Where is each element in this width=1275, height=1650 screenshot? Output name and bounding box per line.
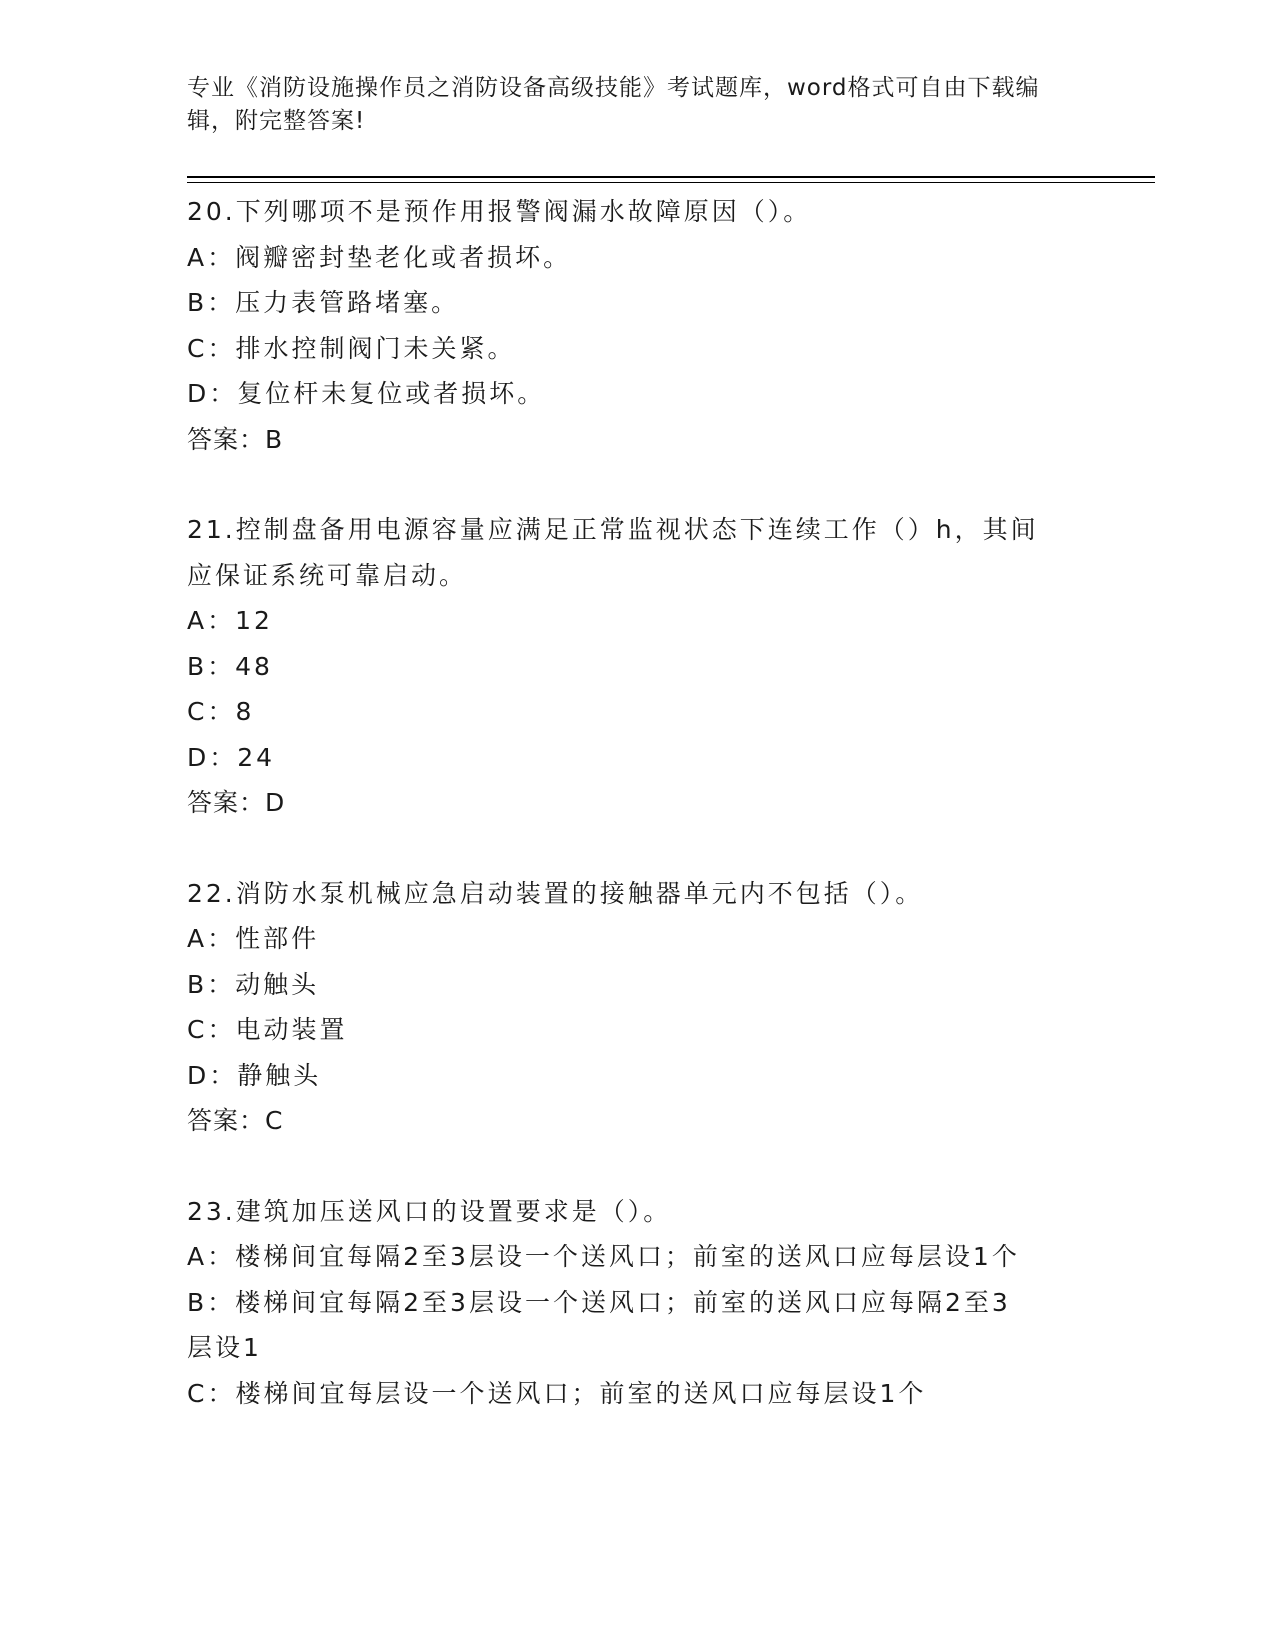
question-22 [187,871,1087,1144]
option-d: D：静触头 [187,1060,322,1090]
option-d: D：复位杆未复位或者损坏。 [187,379,546,408]
option-b: B：48 [187,651,273,681]
option-c: C：8 [187,697,255,726]
header-line-2: 辑，附完整答案! [187,108,366,134]
option-a: A：12 [187,606,273,635]
option-d: D：24 [187,742,276,772]
header-line-1: 专业《消防设施操作员之消防设备高级技能》考试题库，word格式可自由下载编 [187,75,1040,101]
document-header [187,72,1087,138]
option-c: C：排水控制阀门未关紧。 [187,333,516,363]
answer: 答案：D [187,788,286,817]
question-gap [187,1144,1087,1189]
question-stem-line-1: 21.控制盘备用电源容量应满足正常监视状态下连续工作（）h，其间 [187,515,1039,544]
option-a: A：性部件 [187,924,320,953]
answer: 答案：B [187,424,284,454]
option-b-continued: 层设1 [187,1333,262,1362]
question-stem: 22.消防水泵机械应急启动装置的接触器单元内不包括（）。 [187,878,924,908]
question-list [187,189,1087,1416]
question-stem-line-2: 应保证系统可靠启动。 [187,560,468,590]
option-b: B：楼梯间宜每隔2至3层设一个送风口；前室的送风口应每隔2至3 [187,1287,1011,1317]
question-gap [187,462,1087,507]
header-divider-thin [187,182,1155,183]
option-a: A：阀瓣密封垫老化或者损坏。 [187,242,572,272]
question-stem: 20.下列哪项不是预作用报警阀漏水故障原因（）。 [187,197,812,226]
question-20 [187,189,1087,462]
question-23 [187,1189,1087,1417]
option-c: C：电动装置 [187,1015,348,1044]
option-c: C：楼梯间宜每层设一个送风口；前室的送风口应每层设1个 [187,1378,927,1408]
option-a: A：楼梯间宜每隔2至3层设一个送风口；前室的送风口应每层设1个 [187,1242,1020,1271]
question-stem: 23.建筑加压送风口的设置要求是（）。 [187,1196,672,1226]
option-b: B：动触头 [187,969,320,999]
header-divider-thick [187,176,1155,178]
option-b: B：压力表管路堵塞。 [187,288,460,317]
answer: 答案：C [187,1106,284,1135]
question-gap [187,826,1087,871]
question-21 [187,507,1087,826]
